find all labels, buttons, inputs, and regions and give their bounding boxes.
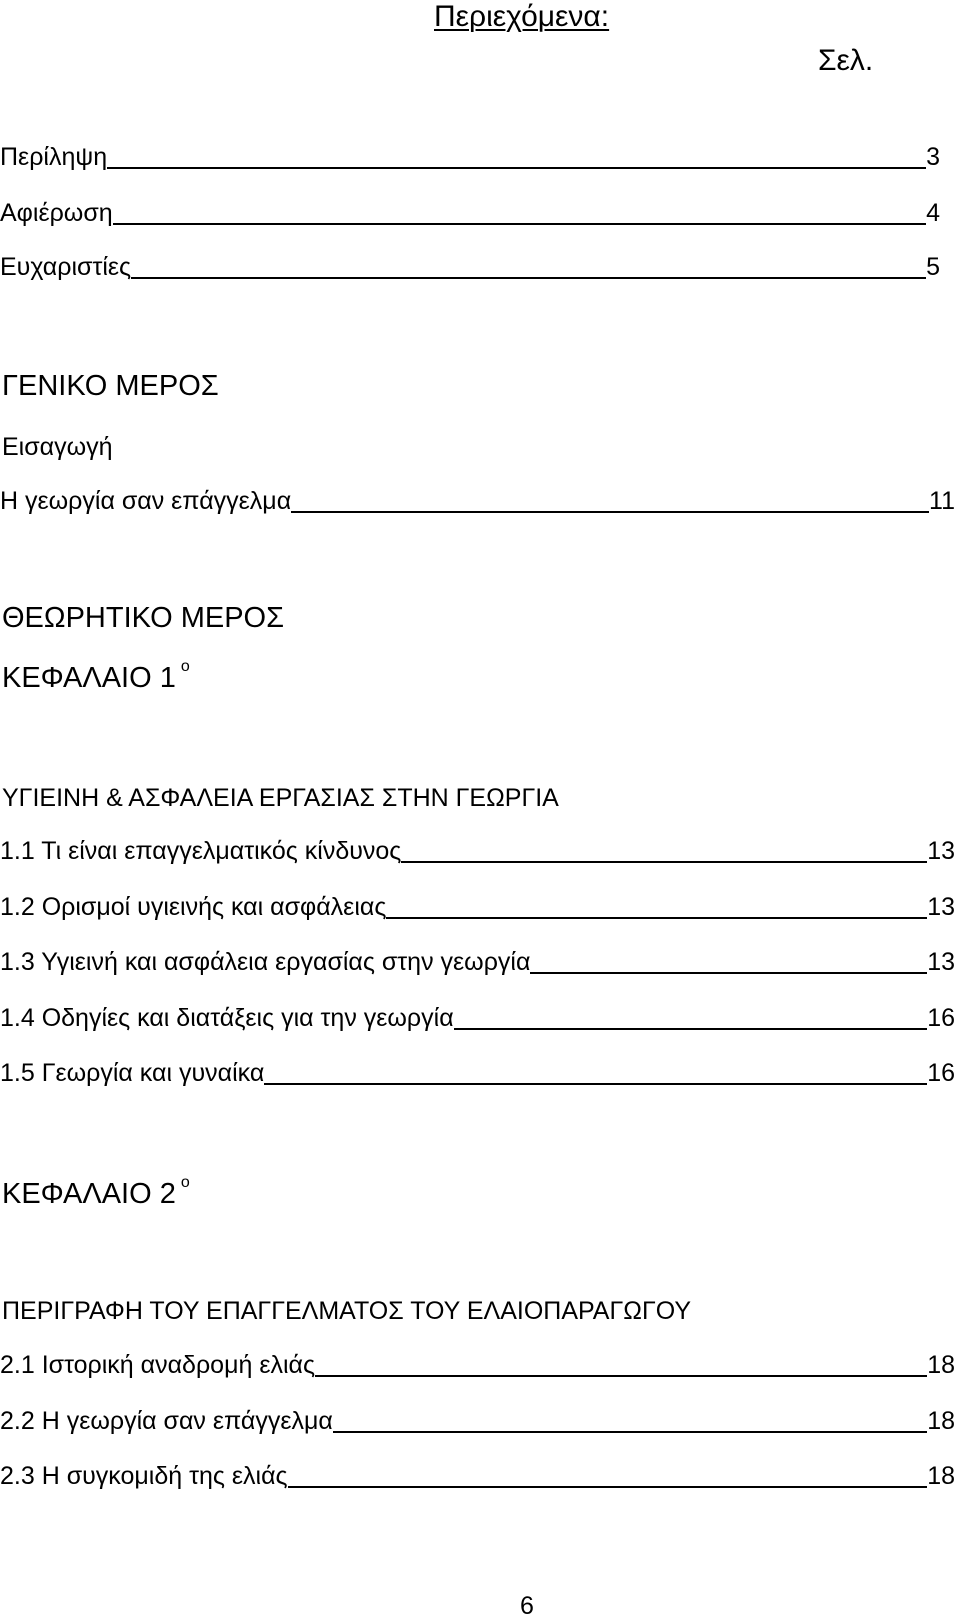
- toc-entry-page: 3: [926, 143, 940, 171]
- toc-entry-label: 1.2 Ορισμοί υγιεινής και ασφάλειας: [0, 893, 387, 921]
- chapter-2-label: ΚΕΦΑΛΑΙΟ 2: [2, 1178, 176, 1210]
- leader-line: [107, 167, 926, 169]
- leader-line: [386, 917, 927, 919]
- intro-heading: Εισαγωγή: [2, 433, 113, 461]
- leader-line: [291, 511, 929, 513]
- toc-entry[interactable]: [0, 893, 955, 922]
- leader-line: [131, 277, 926, 279]
- toc-entry-page: 13: [927, 893, 955, 921]
- toc-entry-page: 11: [929, 487, 955, 515]
- toc-entry[interactable]: [0, 199, 940, 228]
- toc-entry-label: 2.1 Ιστορική αναδρομή ελιάς: [0, 1351, 316, 1379]
- toc-entry[interactable]: [0, 1004, 955, 1033]
- leader-line: [315, 1375, 927, 1377]
- toc-entry-label: Περίληψη: [0, 143, 108, 171]
- leader-line: [264, 1083, 927, 1085]
- toc-entry-page: 4: [926, 199, 940, 227]
- toc-entry-label: 1.5 Γεωργία και γυναίκα: [0, 1059, 265, 1087]
- toc-entry-page: 16: [927, 1004, 955, 1032]
- toc-entry-label: 2.2 Η γεωργία σαν επάγγελμα: [0, 1407, 333, 1435]
- toc-entry-page: 13: [927, 837, 955, 865]
- toc-entry-page: 16: [927, 1059, 955, 1087]
- toc-entry[interactable]: [0, 1059, 955, 1088]
- toc-entry-label: 1.1 Τι είναι επαγγελματικός κίνδυνος: [0, 837, 402, 865]
- toc-title: Περιεχόμενα:: [434, 0, 610, 33]
- chapter-1-heading: [2, 658, 190, 695]
- page-number: 6: [520, 1592, 534, 1620]
- toc-entry[interactable]: [0, 1407, 955, 1436]
- toc-entry[interactable]: [0, 487, 955, 516]
- leader-line: [113, 223, 926, 225]
- section-heading-theory: ΘΕΩΡΗΤΙΚΟ ΜΕΡΟΣ: [2, 602, 285, 634]
- toc-entry-label: Αφιέρωση: [0, 199, 113, 227]
- chapter-2-heading: [2, 1174, 190, 1211]
- chapter-1-title: ΥΓΙΕΙΝΗ & ΑΣΦΑΛΕΙΑ ΕΡΓΑΣΙΑΣ ΣΤΗΝ ΓΕΩΡΓΙΑ: [2, 784, 559, 812]
- leader-line: [288, 1486, 928, 1488]
- toc-entry-page: 18: [927, 1407, 955, 1435]
- chapter-2-ordinal: ο: [180, 1174, 190, 1191]
- toc-entry-label: 1.4 Οδηγίες και διατάξεις για την γεωργία: [0, 1004, 454, 1032]
- toc-entry[interactable]: [0, 1351, 955, 1380]
- toc-entry[interactable]: [0, 1462, 955, 1491]
- toc-entry[interactable]: [0, 253, 940, 282]
- toc-entry-label: 1.3 Υγιεινή και ασφάλεια εργασίας στην γεωργία: [0, 948, 531, 976]
- toc-entry-page: 13: [927, 948, 955, 976]
- toc-entry-label: Ευχαριστίες: [0, 253, 132, 281]
- toc-entry[interactable]: [0, 948, 955, 977]
- section-heading-general: ΓΕΝΙΚΟ ΜΕΡΟΣ: [2, 370, 219, 402]
- page-column-label: Σελ.: [818, 44, 874, 77]
- toc-entry-label: 2.3 Η συγκομιδή της ελιάς: [0, 1462, 288, 1490]
- leader-line: [530, 972, 927, 974]
- chapter-2-title: ΠΕΡΙΓΡΑΦΗ ΤΟΥ ΕΠΑΓΓΕΛΜΑΤΟΣ ΤΟΥ ΕΛΑΙΟΠΑΡΑΓΩΓΟΥ: [2, 1297, 692, 1325]
- chapter-1-label: ΚΕΦΑΛΑΙΟ 1: [2, 662, 176, 694]
- toc-entry-page: 5: [926, 253, 940, 281]
- leader-line: [454, 1028, 928, 1030]
- toc-entry[interactable]: [0, 143, 940, 172]
- chapter-1-ordinal: ο: [180, 658, 190, 675]
- toc-entry-page: 18: [927, 1351, 955, 1379]
- leader-line: [333, 1431, 927, 1433]
- toc-entry-page: 18: [927, 1462, 955, 1490]
- leader-line: [401, 861, 927, 863]
- toc-entry[interactable]: [0, 837, 955, 866]
- toc-entry-label: Η γεωργία σαν επάγγελμα: [0, 487, 292, 515]
